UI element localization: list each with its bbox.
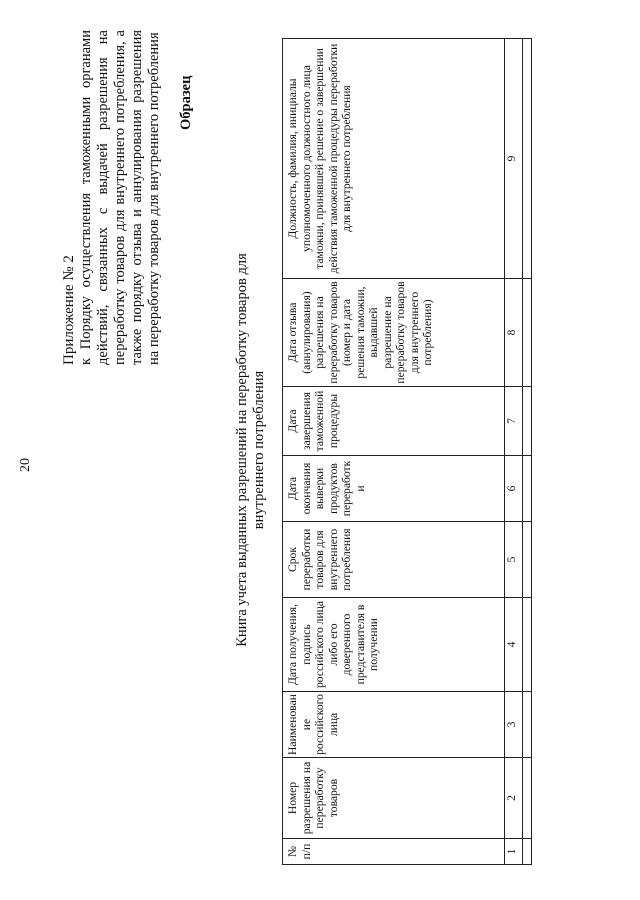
sample-mark: Образец (178, 75, 194, 130)
column-number-row (505, 39, 523, 865)
column-number-cell: 1 (505, 839, 523, 865)
appendix-heading: Приложение № 2 (61, 255, 77, 365)
empty-cell (523, 598, 532, 692)
header-cell: Наименование российского лица (283, 692, 505, 758)
header-cell: № п/п (283, 839, 505, 865)
header-row (283, 39, 505, 865)
column-number-cell: 7 (505, 387, 523, 456)
header-cell: Дата отзыва (аннулирования) разрешения на переработку товаров (номер и дата решения таможни, выдавшей разрешение на переработку товаров для внутреннего потребления) (283, 279, 505, 387)
appendix-block (61, 30, 163, 365)
register-table (282, 38, 532, 865)
empty-cell (523, 279, 532, 387)
header-cell: Номер разрешения на переработку товаров (283, 758, 505, 839)
column-number-cell: 6 (505, 456, 523, 522)
empty-cell (523, 387, 532, 456)
empty-cell (523, 758, 532, 839)
column-number-cell: 4 (505, 598, 523, 692)
column-number-cell: 5 (505, 522, 523, 598)
page-number: 20 (18, 458, 33, 472)
column-number-cell: 3 (505, 692, 523, 758)
empty-cell (523, 692, 532, 758)
empty-cell (523, 839, 532, 865)
header-cell: Дата завершения таможенной процедуры (283, 387, 505, 456)
column-number-cell: 9 (505, 39, 523, 279)
empty-cell (523, 522, 532, 598)
header-cell: Должность, фамилия, инициалы уполномоченного должностного лица таможни, принявшей решение о завершении действия таможенной процедуры переработки для внутреннего потребления (283, 39, 505, 279)
book-title: Книга учета выданных разрешений на переработку товаров для внутреннего потребления (234, 253, 267, 647)
header-cell: Срок переработки товаров для внутреннего потребления (283, 522, 505, 598)
column-number-cell: 2 (505, 758, 523, 839)
empty-data-row (523, 39, 532, 865)
empty-cell (523, 456, 532, 522)
header-cell: Дата получения, подпись российского лица либо его доверенного представителя в получении (283, 598, 505, 692)
header-cell: Дата окончания выверки продуктов переработки (283, 456, 505, 522)
empty-cell (523, 39, 532, 279)
appendix-text: к Порядку осуществления таможенными органами действий, связанных с выдачей разрешения на переработку товаров для внутреннего потребления, а также порядку отзыва и аннулирования разрешения на переработку товаров для внутреннего потребления (78, 30, 162, 365)
column-number-cell: 8 (505, 279, 523, 387)
